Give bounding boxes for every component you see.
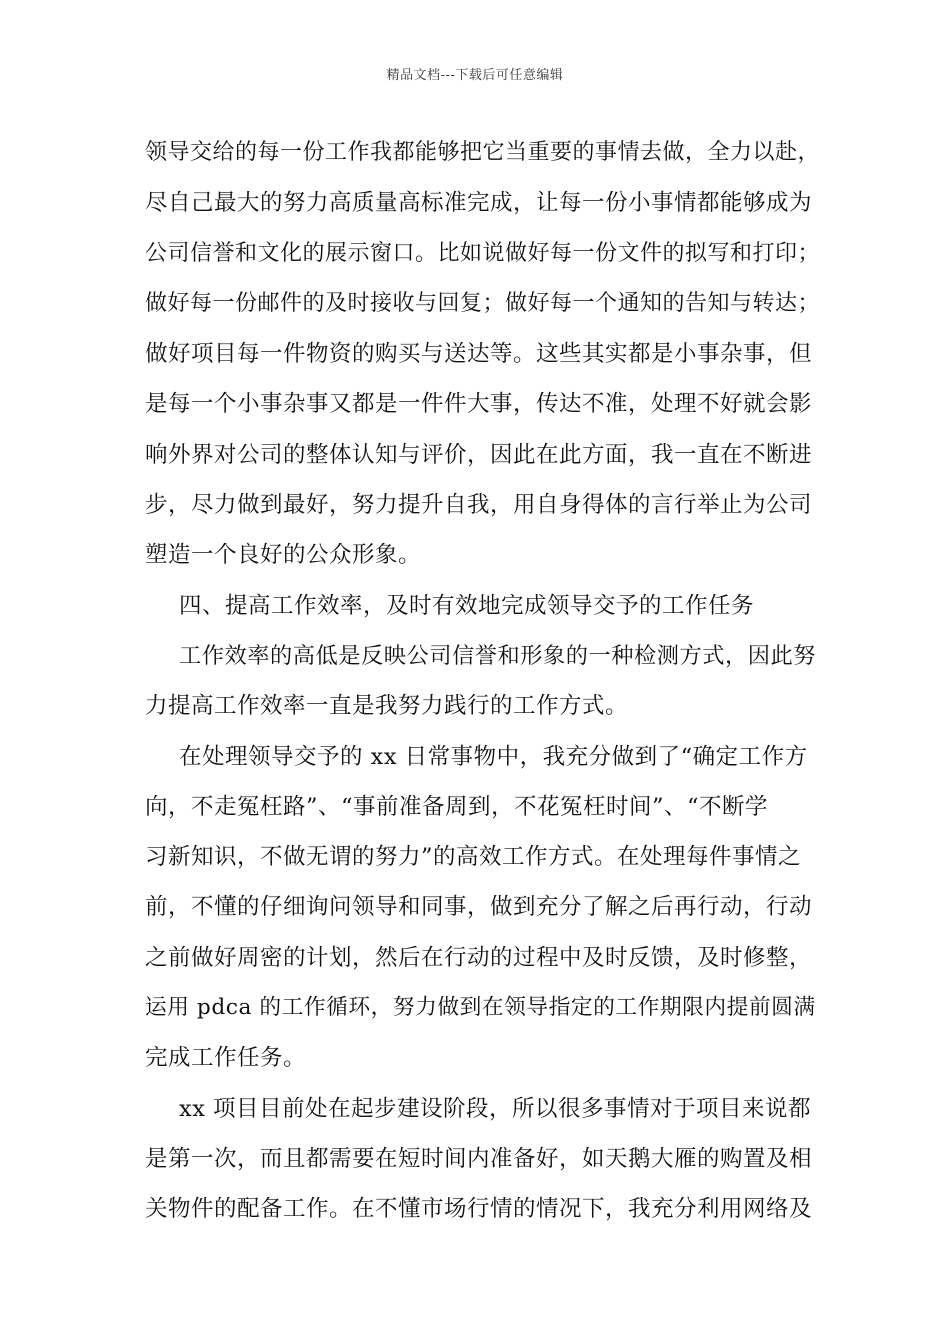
page-header: 精品文档---下载后可任意编辑: [386, 68, 564, 83]
text-line: 运用 pdca 的工作循环，努力做到在领导指定的工作期限内提前圆满: [145, 995, 816, 1021]
paragraph-start: 在处理领导交予的 xx 日常事物中，我充分做到了“确定工作方: [179, 743, 808, 770]
text-line: 领导交给的每一份工作我都能够把它当重要的事情去做，全力以赴，: [145, 140, 821, 165]
text-line: 步，尽力做到最好，努力提升自我，用自身得体的言行举止为公司: [145, 492, 813, 519]
text-line: 是第一次，而且都需要在短时间内准备好，如天鹅大雁的购置及相: [145, 1145, 813, 1172]
text-line: 塑造一个良好的公众形象。: [145, 542, 422, 569]
text-line: 尽自己最大的努力高质量高标准完成，让每一份小事情都能够成为: [145, 190, 813, 217]
text-line: 做好项目每一件物资的购买与送达等。这些其实都是小事杂事，但: [145, 341, 813, 368]
text-line: 公司信誉和文化的展示窗口。比如说做好每一份文件的拟写和打印；: [145, 240, 821, 266]
text-line: 响外界对公司的整体认知与评价，因此在此方面，我一直在不断进: [145, 441, 813, 468]
paragraph-start: 工作效率的高低是反映公司信誉和形象的一种检测方式，因此努: [179, 642, 816, 669]
paragraph-start: xx 项目目前处在起步建设阶段，所以很多事情对于项目来说都: [179, 1095, 812, 1122]
text-line: 力提高工作效率一直是我努力践行的工作方式。: [145, 693, 629, 720]
section-heading: 四、提高工作效率，及时有效地完成领导交予的工作任务: [179, 592, 755, 619]
text-line: 之前做好周密的计划，然后在行动的过程中及时反馈，及时修整，: [145, 944, 813, 971]
text-line: 前，不懂的仔细询问领导和同事，做到充分了解之后再行动，行动: [145, 894, 813, 921]
text-line: 习新知识，不做无谓的努力”的高效工作方式。在处理每件事情之: [145, 844, 802, 871]
text-line: 做好每一份邮件的及时接收与回复；做好每一个通知的告知与转达；: [145, 290, 821, 316]
text-line: 向，不走冤枉路”、“事前准备周到，不花冤枉时间”、“不断学: [145, 793, 769, 820]
text-line: 是每一个小事杂事又都是一件件大事，传达不准，处理不好就会影: [145, 391, 813, 418]
text-line: 关物件的配备工作。在不懂市场行情的情况下，我充分利用网络及: [145, 1196, 813, 1223]
document-body: [145, 128, 820, 1235]
text-line: 完成工作任务。: [145, 1045, 307, 1072]
